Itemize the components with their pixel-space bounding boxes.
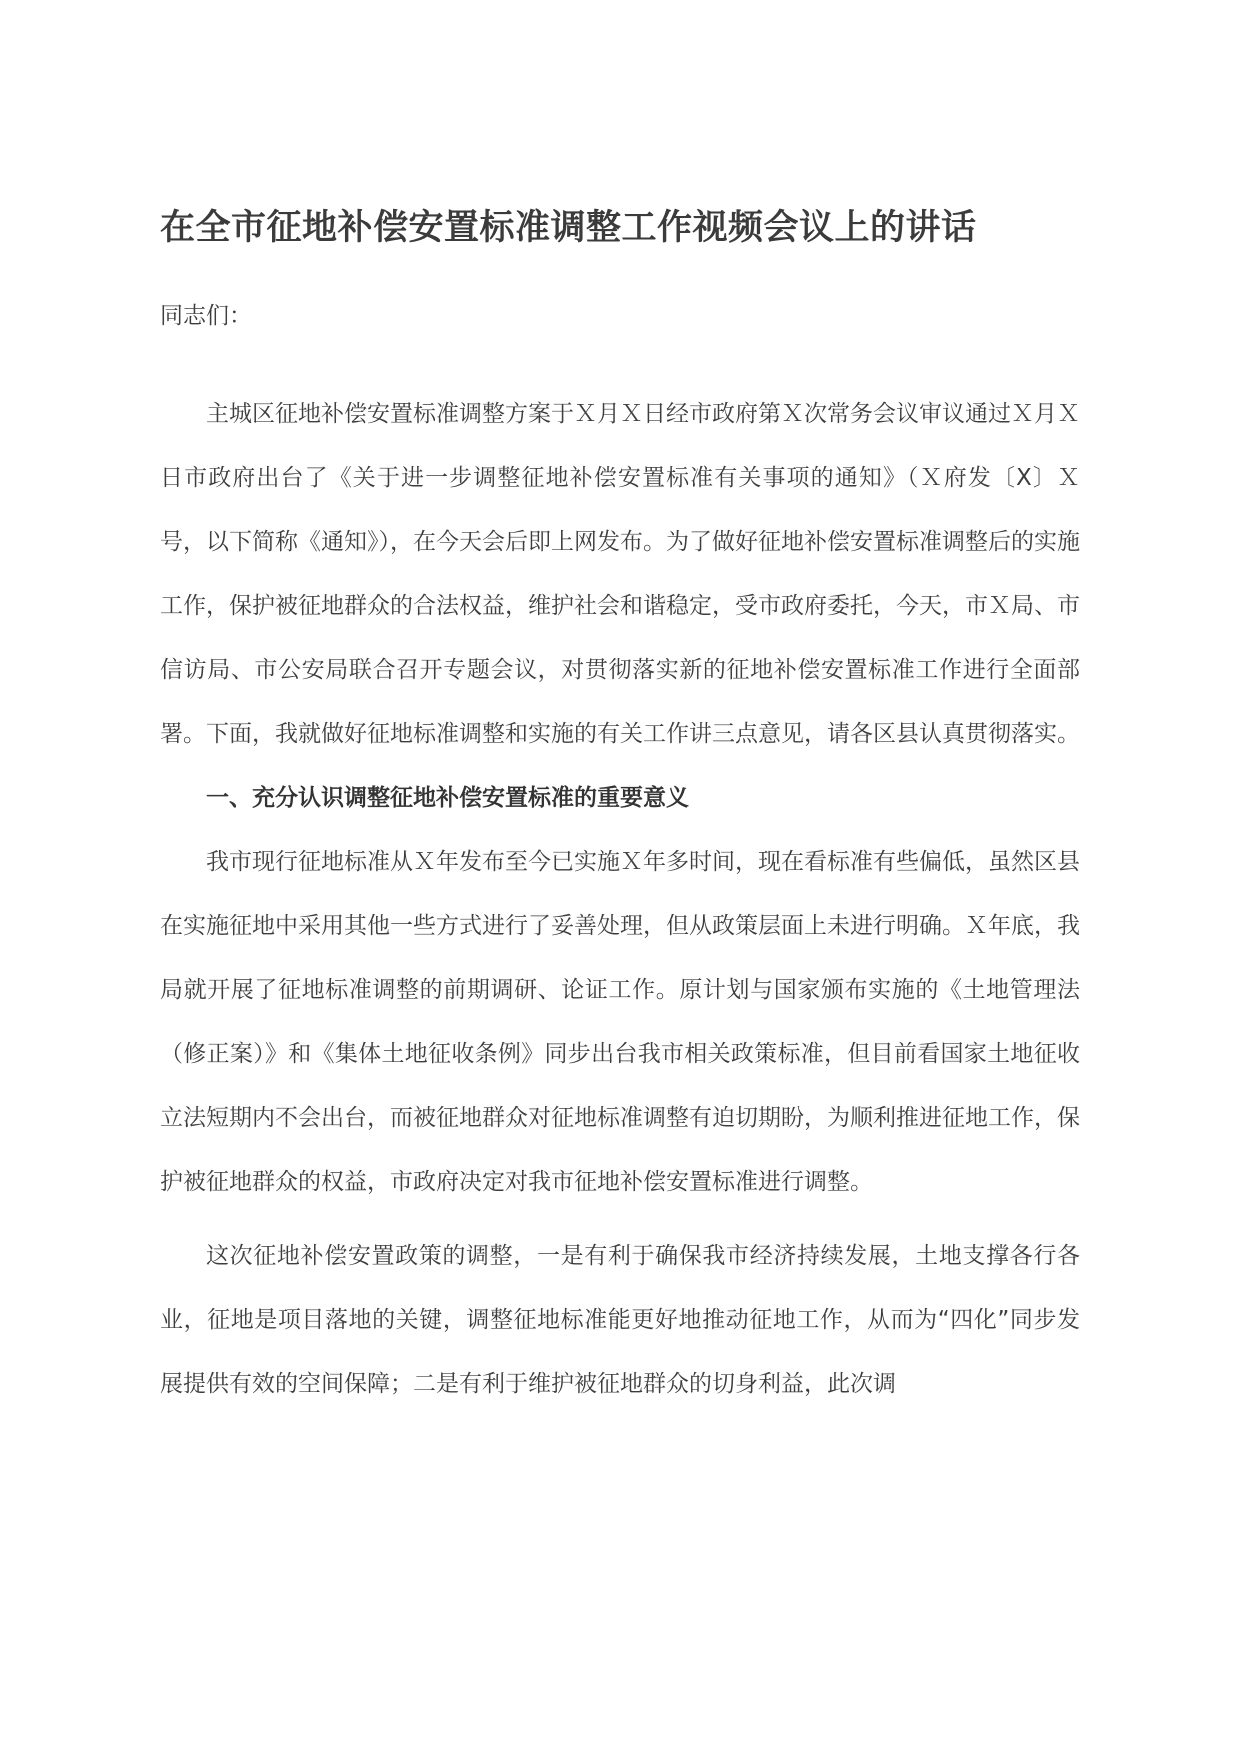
- document-title: 在全市征地补偿安置标准调整工作视频会议上的讲话: [160, 208, 977, 248]
- paragraph-background: 我市现行征地标准从Ｘ年发布至今已实施Ｘ年多时间，现在看标准有些偏低，虽然区县在实施征地中采用其他一些方式进行了妥善处理，但从政策层面上未进行明确。Ｘ年底，我局就开展了征地标准调整的前期调研、论证工作。原计划与国家颁布实施的《土地管理法（修正案）》和《集体土地征收条例》同步出台我市相关政策标准，但目前看国家土地征收立法短期内不会出台，而被征地群众对征地标准调整有迫切期盼，为顺利推进征地工作，保护被征地群众的权益，市政府决定对我市征地补偿安置标准进行调整。: [160, 849, 1080, 1195]
- section-heading: 一、充分认识调整征地补偿安置标准的重要意义: [206, 785, 689, 811]
- salutation: 同志们：: [160, 303, 252, 329]
- paragraph-intro: 主城区征地补偿安置标准调整方案于Ｘ月Ｘ日经市政府第Ｘ次常务会议审议通过Ｘ月Ｘ日市政府出台了《关于进一步调整征地补偿安置标准有关事项的通知》（Ｘ府发〔X〕Ｘ号，以下简称《通知》），在今天会后即上网发布。为了做好征地补偿安置标准调整后的实施工作，保护被征地群众的合法权益，维护社会和谐稳定，受市政府委托，今天，市Ｘ局、市信访局、市公安局联合召开专题会议，对贯彻落实新的征地补偿安置标准工作进行全面部署。下面，我就做好征地标准调整和实施的有关工作讲三点意见，请各区县认真贯彻落实。: [160, 401, 1080, 747]
- paragraph-significance: 这次征地补偿安置政策的调整，一是有利于确保我市经济持续发展，土地支撑各行各业，征地是项目落地的关键，调整征地标准能更好地推动征地工作，从而为“四化”同步发展提供有效的空间保障；二是有利于维护被征地群众的切身利益，此次调: [160, 1243, 1080, 1397]
